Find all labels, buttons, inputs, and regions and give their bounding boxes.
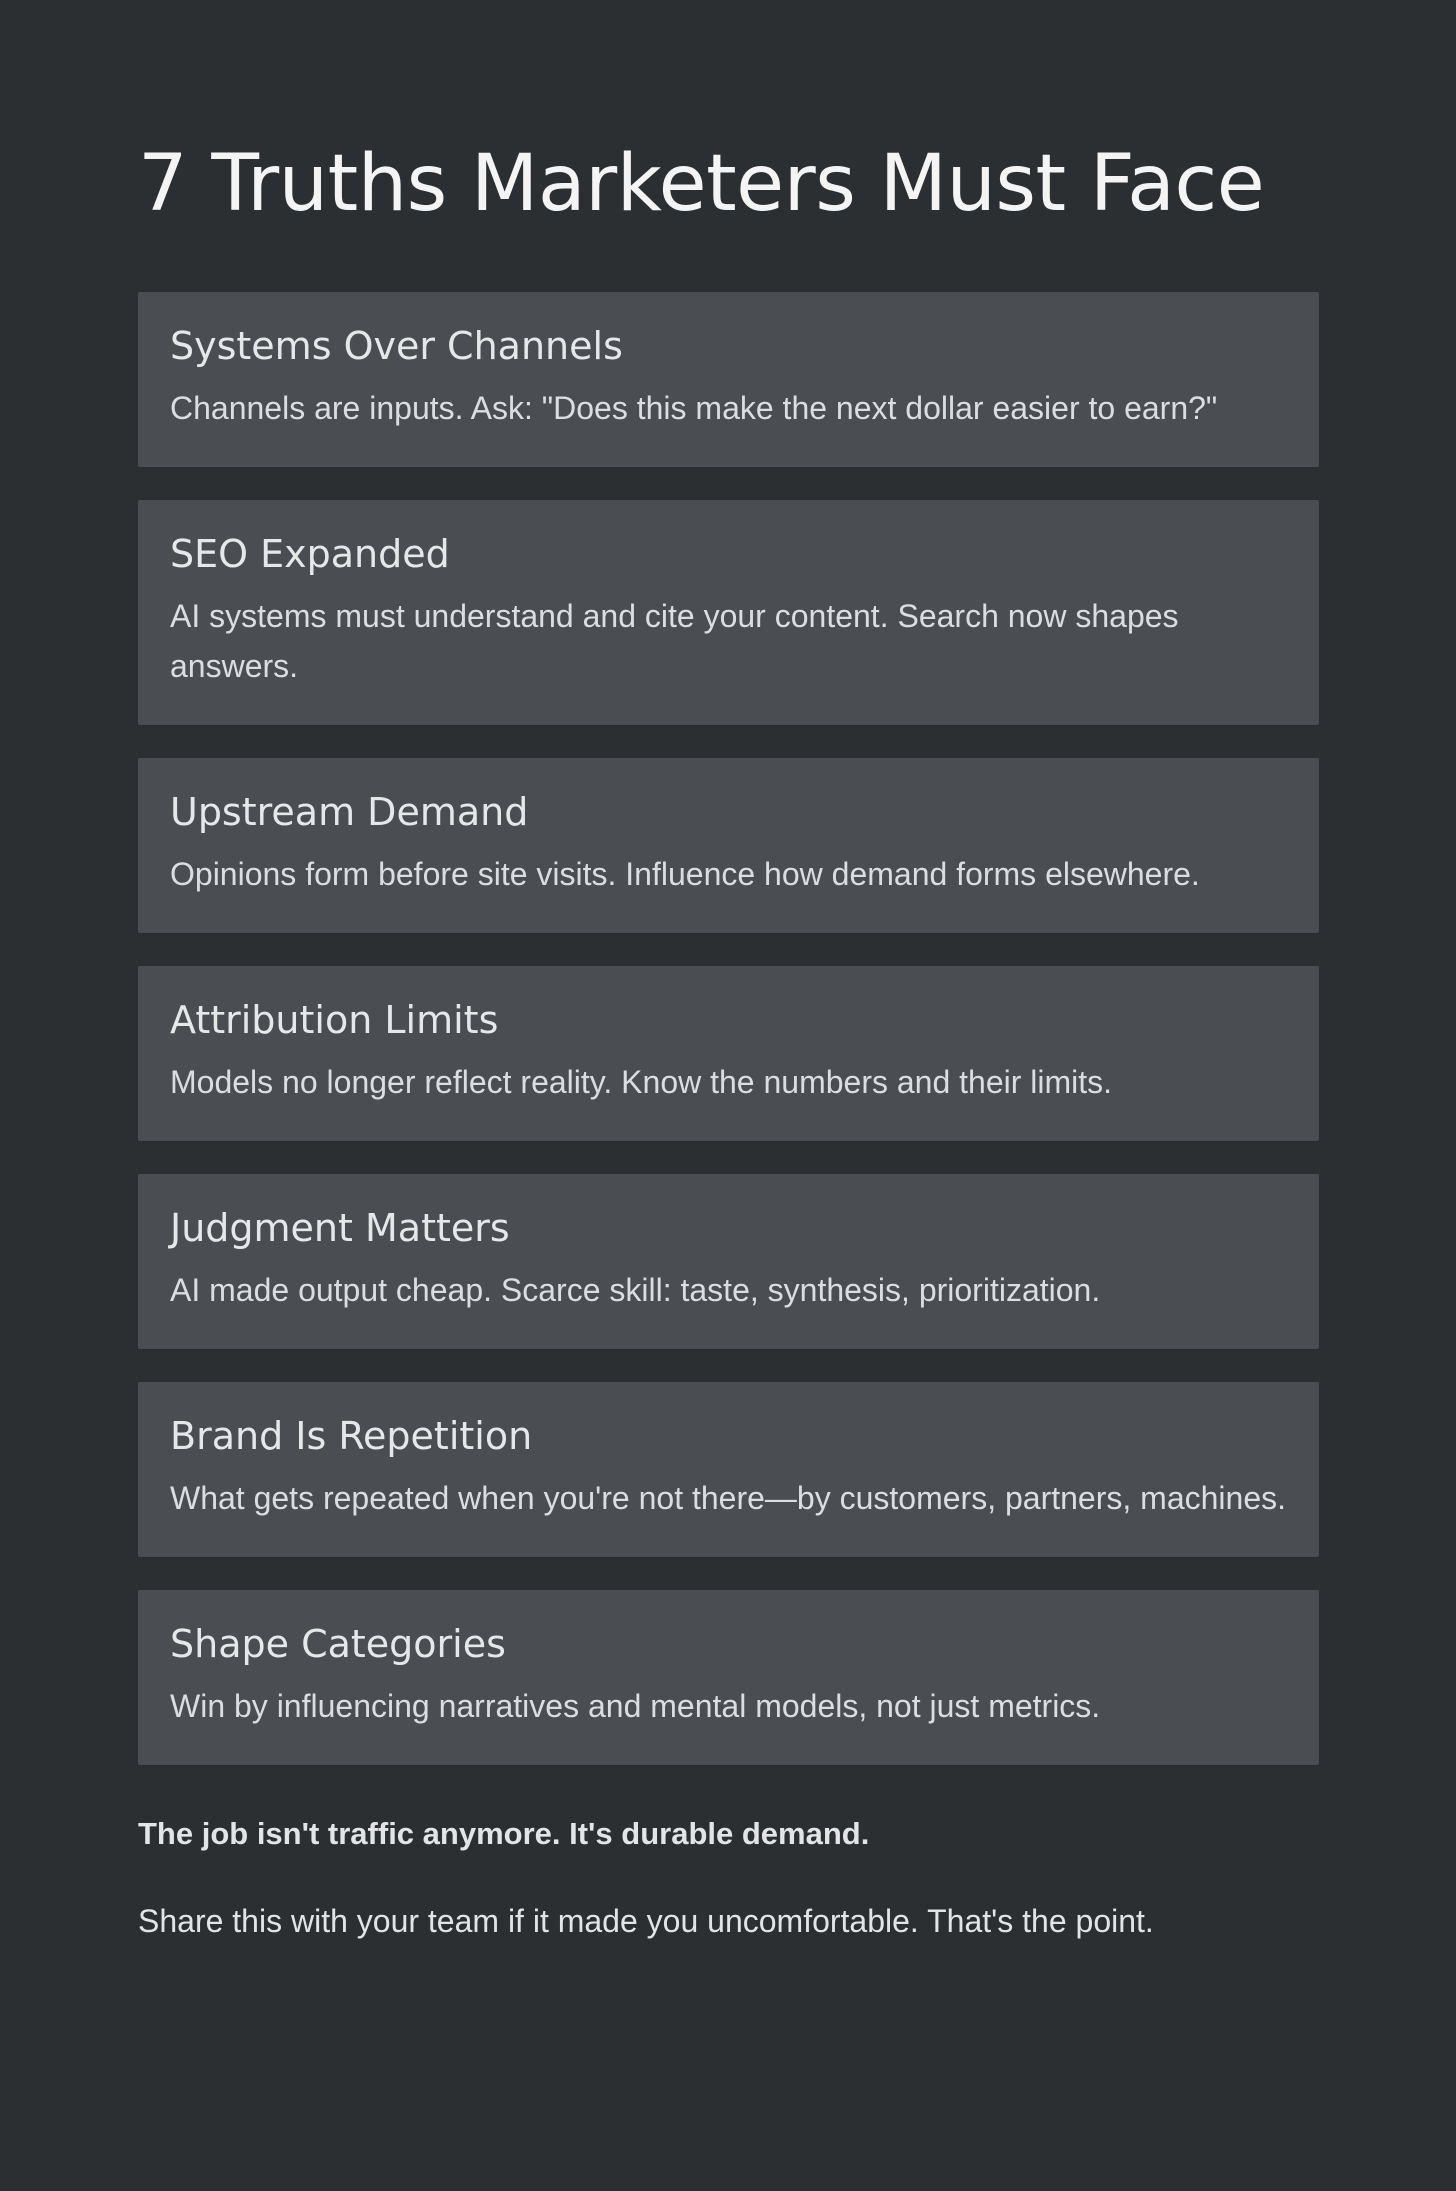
truth-card-shape-categories	[138, 1590, 1319, 1765]
truth-body: Channels are inputs. Ask: "Does this make the next dollar easier to earn?"	[170, 390, 1218, 426]
truth-title: Brand Is Repetition	[170, 1414, 533, 1458]
truth-card-seo-expanded	[138, 500, 1319, 725]
truth-title: Systems Over Channels	[170, 324, 623, 368]
truth-title: Upstream Demand	[170, 790, 529, 834]
closing-statement: The job isn't traffic anymore. It's durable demand.	[138, 1816, 870, 1851]
truth-card-judgment-matters	[138, 1174, 1319, 1349]
truth-card-attribution-limits	[138, 966, 1319, 1141]
truth-body: AI made output cheap. Scarce skill: taste, synthesis, prioritization.	[170, 1272, 1101, 1308]
truth-title: SEO Expanded	[170, 532, 450, 576]
truth-card-systems-over-channels	[138, 292, 1319, 467]
page-title: 7 Truths Marketers Must Face	[138, 139, 1265, 229]
truth-list	[138, 292, 1319, 1798]
truth-title: Attribution Limits	[170, 998, 499, 1042]
truth-title: Judgment Matters	[170, 1206, 510, 1250]
truth-body: Win by influencing narratives and mental models, not just metrics.	[170, 1688, 1101, 1724]
truth-body: Models no longer reflect reality. Know the numbers and their limits.	[170, 1064, 1113, 1100]
truth-card-upstream-demand	[138, 758, 1319, 933]
truth-body: What gets repeated when you're not there—by customers, partners, machines.	[170, 1480, 1286, 1516]
truth-body: Opinions form before site visits. Influence how demand forms elsewhere.	[170, 856, 1200, 892]
truth-title: Shape Categories	[170, 1622, 506, 1666]
truth-card-brand-is-repetition	[138, 1382, 1319, 1557]
truth-body: AI systems must understand and cite your content. Search now shapes answers.	[170, 598, 1179, 684]
share-note: Share this with your team if it made you uncomfortable. That's the point.	[138, 1903, 1154, 1939]
